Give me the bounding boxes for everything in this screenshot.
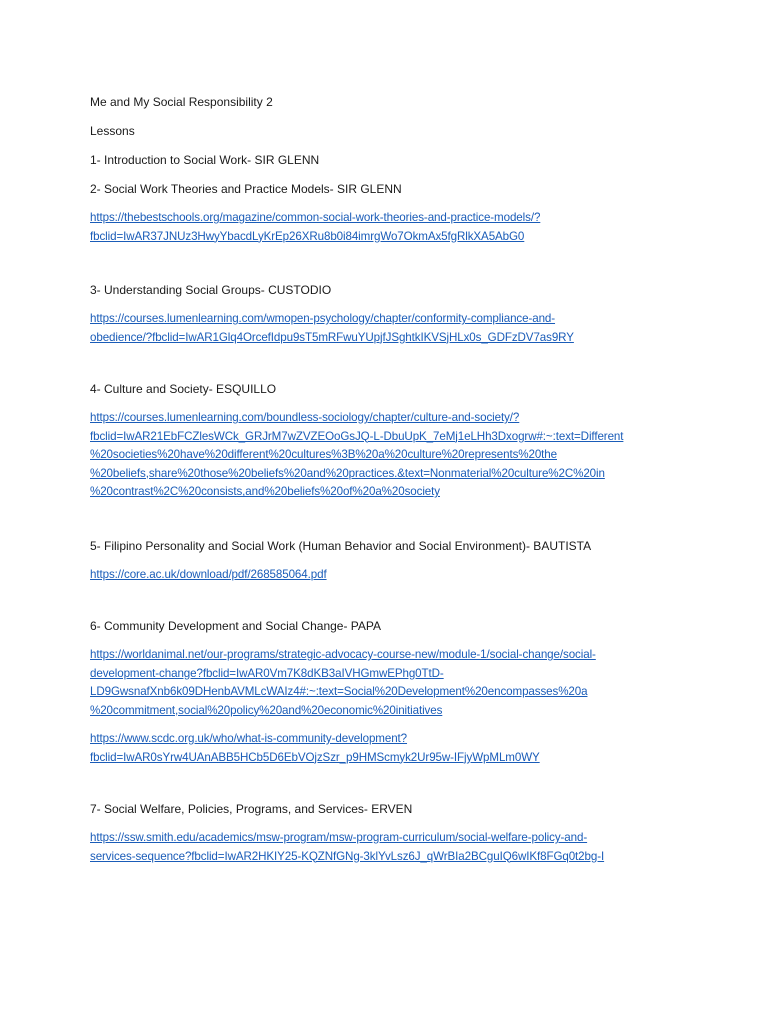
link-line[interactable]: https://thebestschools.org/magazine/common-social-work-theories-and-practice-models/? <box>90 211 541 224</box>
link-line[interactable]: fbclid=IwAR37JNUz3HwyYbacdLyKrEp26XRu8b0i84imrgWo7OkmAx5fgRlkXA5AbG0 <box>90 229 525 243</box>
lesson-5-title: 5- Filipino Personality and Social Work (Human Behavior and Social Environment)- BAUTISTA <box>90 538 592 553</box>
link-line[interactable]: %20commitment,social%20policy%20and%20economic%20initiatives <box>90 703 443 717</box>
link-line[interactable]: %20societies%20have%20different%20cultures%3B%20a%20culture%20represents%20the <box>90 448 557 461</box>
lesson-3-title: 3- Understanding Social Groups- CUSTODIO <box>90 283 332 297</box>
link-line[interactable]: https://www.scdc.org.uk/who/what-is-community-development? <box>90 732 408 745</box>
lesson-2-link[interactable] <box>90 209 730 246</box>
lesson-6-title: 6- Community Development and Social Change- PAPA <box>90 619 382 633</box>
link-line[interactable]: LD9GwsnafXnb6k09DHenbAVMLcWAIz4#:~:text=Social%20Development%20encompasses%20a <box>90 685 588 698</box>
link-line[interactable]: %20contrast%2C%20consists,and%20beliefs%20of%20a%20society <box>90 485 440 498</box>
lesson-4-link[interactable] <box>90 409 730 502</box>
document-title: Me and My Social Responsibility 2 <box>90 95 273 109</box>
link-line[interactable]: services-sequence?fbclid=IwAR2HKIY25-KQZNfGNg-3klYvLsz6J_qWrBIa2BCguIQ6wIKf8FGq0t2bg-I <box>90 849 605 863</box>
link-line[interactable]: fbclid=IwAR0sYrw4UAnABB5HCb5D6EbVOjzSzr_p9HMScmyk2Ur95w-IFjyWpMLm0WY <box>90 750 540 764</box>
lesson-6-link-2[interactable] <box>90 730 730 767</box>
lesson-3-link[interactable] <box>90 310 730 347</box>
link-line[interactable]: development-change?fbclid=IwAR0Vm7K8dKB3aIVHGmwEPhg0TtD- <box>90 666 444 680</box>
lesson-6-link-1[interactable] <box>90 646 730 720</box>
document-page <box>90 94 730 866</box>
link-line[interactable]: https://courses.lumenlearning.com/boundless-sociology/chapter/culture-and-society/? <box>90 411 520 424</box>
link-line[interactable]: %20beliefs,share%20those%20beliefs%20and%20practices.&text=Nonmaterial%20culture%2C%20in <box>90 466 605 480</box>
link-line[interactable]: https://worldanimal.net/our-programs/strategic-advocacy-course-new/module-1/social-change/social- <box>90 648 596 661</box>
link-line[interactable]: fbclid=IwAR21EbFCZlesWCk_GRJrM7wZVZEOoGsJQ-L-DbuUpK_7eMj1eLHh3Dxogrw#:~:text=Different <box>90 429 624 443</box>
lesson-7-title: 7- Social Welfare, Policies, Programs, and Services- ERVEN <box>90 802 413 816</box>
lesson-5-link[interactable] <box>90 566 730 585</box>
lesson-2-title: 2- Social Work Theories and Practice Models- SIR GLENN <box>90 182 402 196</box>
link-line[interactable]: https://core.ac.uk/download/pdf/268585064.pdf <box>90 567 327 581</box>
link-line[interactable]: https://ssw.smith.edu/academics/msw-program/msw-program-curriculum/social-welfare-policy-and- <box>90 831 588 844</box>
lesson-1-title: 1- Introduction to Social Work- SIR GLENN <box>90 153 320 167</box>
link-line[interactable]: obedience/?fbclid=IwAR1Glq4OrcefIdpu9sT5mRFwuYUpjfJSghtkIKVSjHLx0s_GDFzDV7as9RY <box>90 330 574 344</box>
lesson-4-title: 4- Culture and Society- ESQUILLO <box>90 382 277 396</box>
lesson-7-link[interactable] <box>90 829 730 866</box>
link-line[interactable]: https://courses.lumenlearning.com/wmopen-psychology/chapter/conformity-compliance-and- <box>90 312 556 325</box>
lessons-heading: Lessons <box>90 124 135 138</box>
